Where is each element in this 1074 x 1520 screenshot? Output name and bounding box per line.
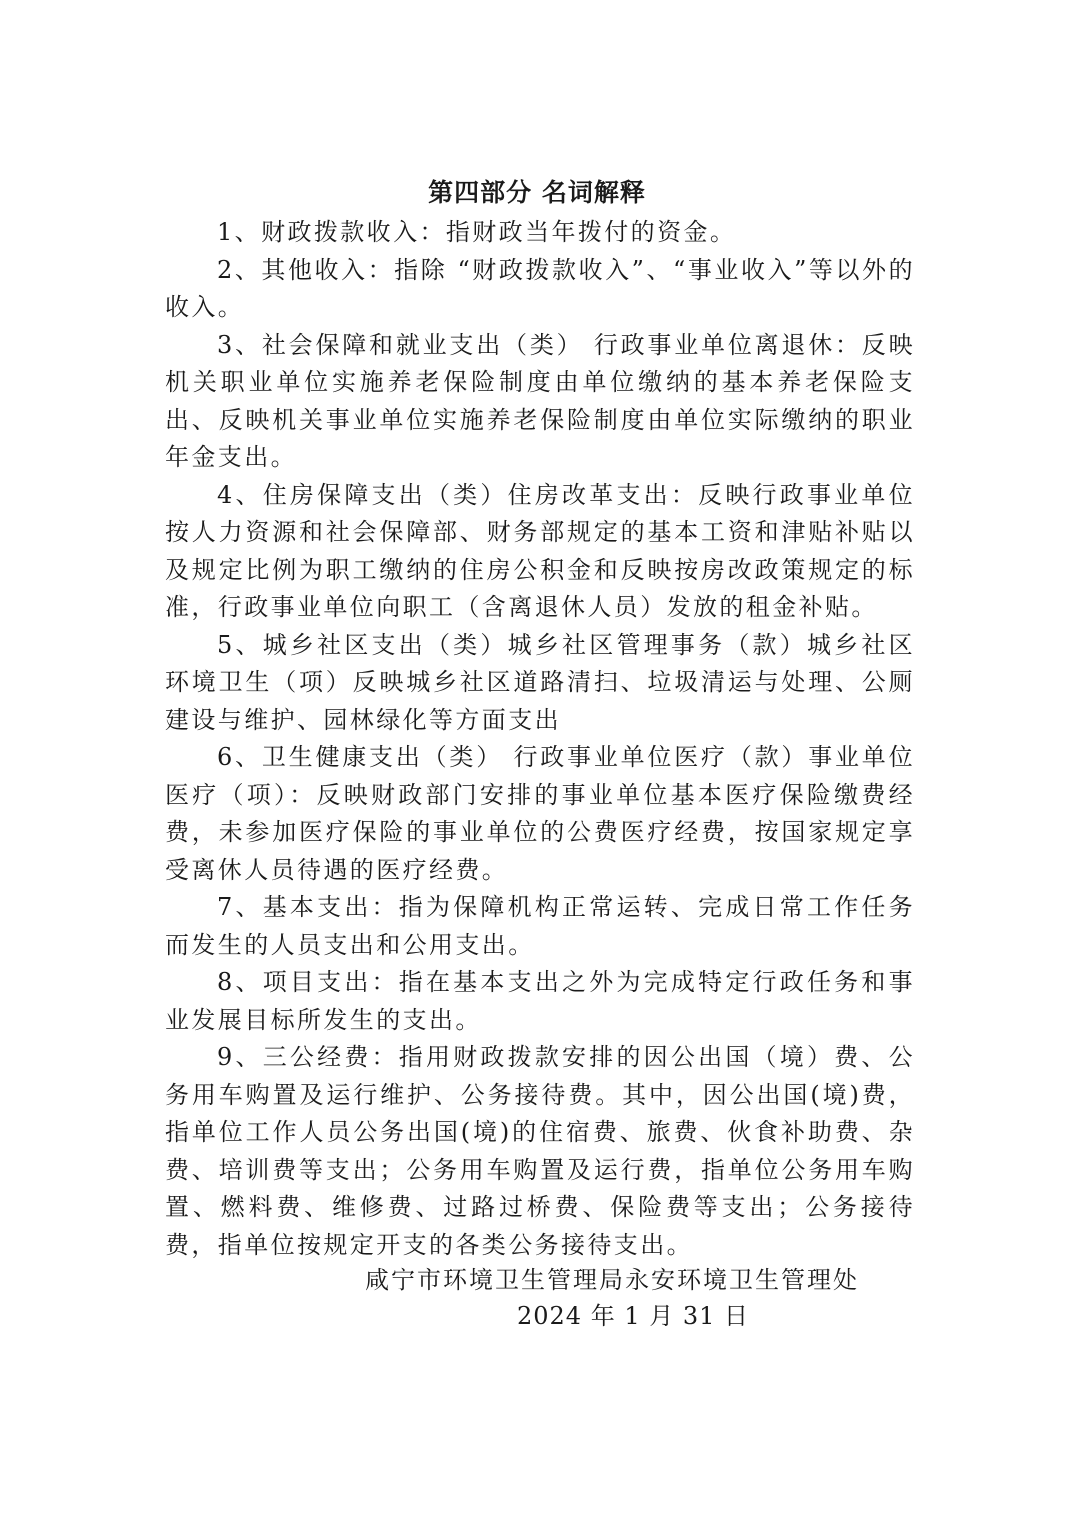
issuing-organization: 咸宁市环境卫生管理局永安环境卫生管理处 xyxy=(365,1266,859,1294)
document-body xyxy=(165,214,915,1264)
paragraph-3: 3、社会保障和就业支出（类） 行政事业单位离退休：反映机关职业单位实施养老保险制度由单位缴纳的基本养老保险支出、反映机关事业单位实施养老保险制度由单位实际缴纳的职业年金支出。 xyxy=(165,330,915,471)
paragraph-2: 2、其他收入：指除 “财政拨款收入”、“事业收入”等以外的收入。 xyxy=(165,255,915,321)
paragraph-1: 1、财政拨款收入：指财政当年拨付的资金。 xyxy=(217,218,737,246)
paragraph-4: 4、住房保障支出（类）住房改革支出：反映行政事业单位按人力资源和社会保障部、财务部规定的基本工资和津贴补贴以及规定比例为职工缴纳的住房公积金和反映按房改政策规定的标准，行政事业单位向职工（含离退休人员）发放的租金补贴。 xyxy=(165,480,915,621)
issue-date: 2024 年 1 月 31 日 xyxy=(517,1302,750,1330)
paragraph-7: 7、基本支出：指为保障机构正常运转、完成日常工作任务而发生的人员支出和公用支出。 xyxy=(165,893,915,959)
paragraph-9: 9、三公经费：指用财政拨款安排的因公出国（境）费、公务用车购置及运行维护、公务接待费。其中，因公出国(境)费，指单位工作人员公务出国(境)的住宿费、旅费、伙食补助费、杂费、培训费等支出；公务用车购置及运行费，指单位公务用车购置、燃料费、维修费、过路过桥费、保险费等支出；公务接待费，指单位按规定开支的各类公务接待支出。 xyxy=(165,1043,915,1259)
paragraph-8: 8、项目支出：指在基本支出之外为完成特定行政任务和事业发展目标所发生的支出。 xyxy=(165,968,915,1034)
page-title: 第四部分 名词解释 xyxy=(428,178,646,207)
paragraph-6: 6、卫生健康支出（类） 行政事业单位医疗（款）事业单位医疗（项）：反映财政部门安排的事业单位基本医疗保险缴费经费，未参加医疗保险的事业单位的公费医疗经费，按国家规定享受离休人员待遇的医疗经费。 xyxy=(165,743,915,884)
paragraph-5: 5、城乡社区支出（类）城乡社区管理事务（款）城乡社区环境卫生（项）反映城乡社区道路清扫、垃圾清运与处理、公厕建设与维护、园林绿化等方面支出 xyxy=(165,630,915,734)
